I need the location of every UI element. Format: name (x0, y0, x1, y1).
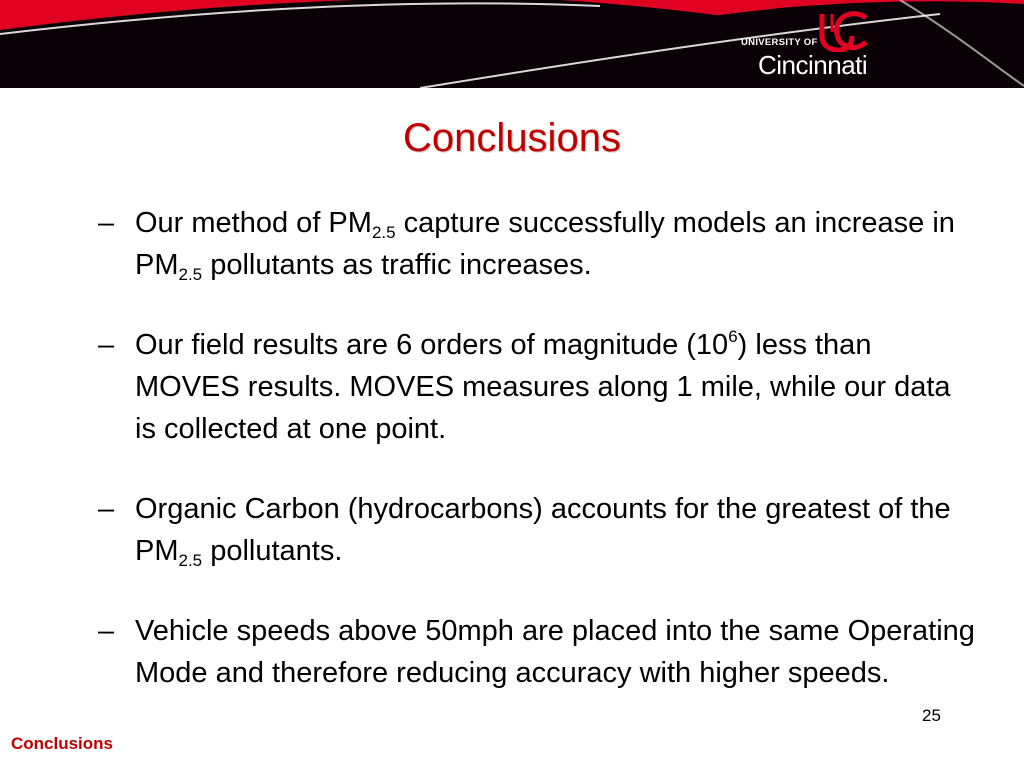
bullet-dash: – (98, 207, 115, 239)
uc-monogram-icon (816, 10, 870, 52)
bullet-item-2 (98, 324, 978, 450)
bullet-dash: – (98, 329, 115, 361)
bullet-text: Our field results are 6 orders of magnitude (10 (135, 329, 729, 361)
bullet-text: pollutants. (202, 535, 343, 567)
university-logo (740, 12, 890, 78)
bullet-dash: – (98, 493, 115, 525)
bullet-text: Our method of PM (135, 207, 372, 239)
subscript: 2.5 (178, 551, 203, 570)
bullet-list (98, 202, 978, 694)
bullet-item-1 (98, 202, 978, 286)
logo-cincinnati: Cincinnati (758, 50, 868, 80)
page-number: 25 (922, 706, 941, 725)
slide-title: Conclusions (403, 116, 621, 160)
bullet-text: Vehicle speeds above 50mph are placed into the same Operating Mode and therefore reducing accuracy with higher speeds. (135, 615, 975, 689)
logo-university-of: UNIVERSITY OF (741, 37, 818, 48)
bullet-dash: – (98, 615, 115, 647)
bullet-text: pollutants as traffic increases. (202, 249, 592, 281)
bullet-item-3 (98, 488, 978, 572)
bullet-text: capture successfully models an increase in PM (135, 207, 955, 281)
superscript: 6 (728, 327, 738, 346)
subscript: 2.5 (178, 265, 203, 284)
footer-section-label: Conclusions (11, 734, 114, 753)
bullet-item-4 (98, 610, 978, 694)
bullet-text: ) less than MOVES results. MOVES measures along 1 mile, while our data is collected at one point. (135, 329, 951, 445)
bullet-text: Organic Carbon (hydrocarbons) accounts for the greatest of the PM (135, 493, 951, 567)
subscript: 2.5 (371, 223, 396, 242)
